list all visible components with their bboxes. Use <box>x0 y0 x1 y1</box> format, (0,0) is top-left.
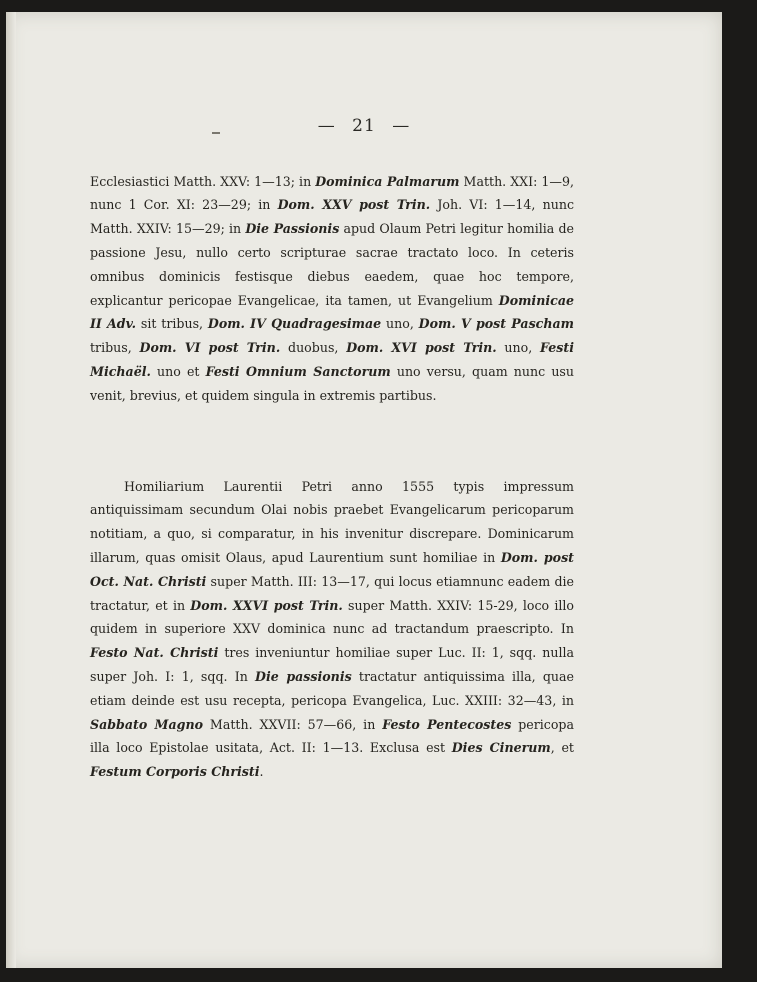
paragraph-1 <box>90 170 574 408</box>
page-header <box>6 116 722 136</box>
text-run: super Matth. III: 13—17, qui locus etiamnunc eadem die tractatur, et in <box>90 573 574 613</box>
text-run: tractatur antiquissima illa, quae etiam deinde est usu recepta, pericopa Evangelica, Luc. XXIII: 32—43, in <box>90 668 574 708</box>
emphasized-term: Festi Omnium Sanctorum <box>205 363 391 379</box>
text-run: sit tribus, <box>136 316 208 332</box>
text-run: uno, <box>381 316 419 332</box>
text-run: uno, <box>496 340 541 356</box>
emphasized-term: Dom. XXVI post Trin. <box>190 597 343 613</box>
emphasized-term: Sabbato Magno <box>90 716 204 732</box>
emphasized-term: Dom. XXV post Trin. <box>277 197 431 213</box>
text-run: , et <box>550 740 574 756</box>
text-run: uno et <box>150 363 206 379</box>
emphasized-term: Die Passionis <box>245 221 340 237</box>
emphasized-term: Dom. V post Pascham <box>418 316 574 332</box>
paragraph-2 <box>90 475 574 784</box>
text-run: tribus, <box>90 340 140 356</box>
emphasized-term: Dominicae II Adv. <box>90 292 574 332</box>
emphasized-term: Festo Pentecostes <box>382 716 512 732</box>
text-run: duobus, <box>280 340 347 356</box>
text-run: Homiliarium Laurentii Petri anno 1555 typis impressum antiquissimam secundum Olai nobis praebet Evangelicarum pericoparum notitiam, a quo, si comparatur, in his invenitur discrepare. Dominicarum illarum, quas omisit Olaus, apud Laurentium sunt homiliae in <box>90 478 574 565</box>
text-run: pericopa illa loco Epistolae usitata, Act. II: 1—13. Exclusa est <box>90 716 574 756</box>
emphasized-term: Dom. post Oct. Nat. Christi <box>90 549 574 589</box>
emphasized-term: Dom. VI post Trin. <box>139 340 281 356</box>
text-run: Ecclesiastici Matth. XXV: 1—13; in <box>90 173 316 189</box>
text-run: Joh. VI: 1—14, nunc Matth. XXIV: 15—29; in <box>90 197 574 237</box>
text-run: super Matth. XXIV: 15-29, loco illo quidem in superiore XXV dominica nunc ad tractandum praescripto. In <box>90 597 575 637</box>
text-run: uno versu, quam nunc usu venit, brevius, et quidem singula in extremis partibus. <box>90 363 574 403</box>
text-run: . <box>259 764 264 780</box>
page-binding-edge <box>6 12 16 968</box>
emphasized-term: Dies Cinerum <box>451 740 551 756</box>
emphasized-term: Festo Nat. Christi <box>90 645 219 661</box>
text-run: tres inveniuntur homiliae super Luc. II: 1, sqq. nulla super Joh. I: 1, sqq. In <box>90 645 575 684</box>
emphasized-term: Dom. XVI post Trin. <box>346 340 497 356</box>
header-dash-left: — <box>317 116 336 136</box>
emphasized-term: Festum Corporis Christi <box>90 764 260 780</box>
text-run: Matth. XXI: 1—9, nunc 1 Cor. XI: 23—29; in <box>90 173 575 213</box>
emphasized-term: Dominica Palmarum <box>315 173 460 189</box>
emphasized-term: Festi Michaël. <box>90 340 574 379</box>
book-page <box>6 12 722 968</box>
emphasized-term: Die passionis <box>255 668 352 684</box>
text-run: Matth. XXVII: 57—66, in <box>203 716 383 732</box>
emphasized-term: Dom. IV Quadragesimae <box>207 316 382 332</box>
text-run: apud Olaum Petri legitur homilia de passione Jesu, nullo certo scripturae sacrae tractato loco. In ceteris omnibus dominicis festisque diebus eaedem, quae hoc tempore, explicantur pericopae Evangelicae, ita tamen, ut Evangelium <box>90 221 574 308</box>
header-dash-right: — <box>392 116 411 136</box>
page-number: 21 <box>352 116 376 136</box>
